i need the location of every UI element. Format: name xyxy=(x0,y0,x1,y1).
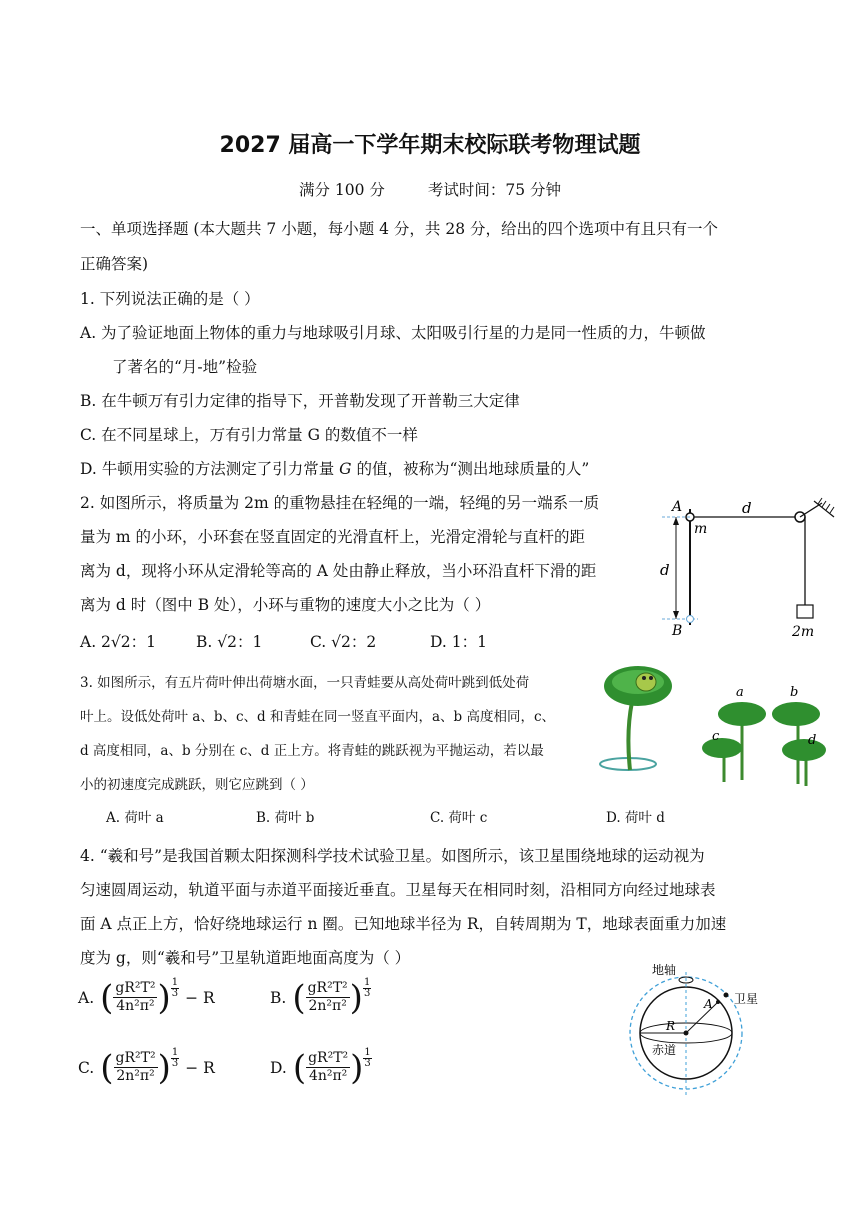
satellite-label: 卫星 xyxy=(734,992,759,1006)
label-d-side: d xyxy=(660,561,670,579)
q2-option-c: C. √2：2 xyxy=(310,633,377,651)
q1-option-a-cont: 了著名的“月-地”检验 xyxy=(112,358,258,376)
q1-option-a: A. 为了验证地面上物体的重力与地球吸引月球、太阳吸引行星的力是同一性质的力，牛顿做 xyxy=(80,324,706,342)
earth-orbit-diagram xyxy=(626,958,776,1108)
q4-stem-3: 面 A 点正上方，恰好绕地球运行 n 圈。已知地球半径为 R，自转周期为 T，地球表面重力加速 xyxy=(80,915,727,933)
q3-stem-4: 小的初速度完成跳跃，则它应跳到（ ） xyxy=(80,777,314,793)
label-d-top: d xyxy=(742,499,752,517)
label-b: B xyxy=(672,623,683,639)
q4-option-a: A. ( $\frac{\text{gR²T²}}{\text{4n²π²}}$ ) 1 3 − R xyxy=(78,977,215,1018)
q4-option-d: D. ( $\frac{\text{gR²T²}}{\text{4n²π²}}$ ) 1 3 xyxy=(270,1047,371,1088)
leaf-a-label: a xyxy=(736,685,744,700)
q2-stem-1: 2. 如图所示，将质量为 2m 的重物悬挂在轻绳的一端，轻绳的另一端系一质 xyxy=(80,494,600,512)
full-score: 满分 100 分 xyxy=(298,181,385,199)
q3-stem-3: d 高度相同，a、b 分别在 c、d 正上方。将青蛙的跳跃视为平抛运动，若以最 xyxy=(80,743,544,759)
q3-stem-1: 3. 如图所示，有五片荷叶伸出荷塘水面，一只青蛙要从高处荷叶跳到低处荷 xyxy=(80,675,530,691)
q3-option-d: D. 荷叶 d xyxy=(606,810,665,826)
label-2m: 2m xyxy=(792,624,815,640)
radius-label: R xyxy=(666,1019,676,1033)
lotus-frog-illustration xyxy=(594,652,844,797)
equator-label: 赤道 xyxy=(652,1043,677,1057)
q2-stem-3: 离为 d，现将小环从定滑轮等高的 A 处由静止释放，当小环沿直杆下滑的距 xyxy=(80,562,597,580)
q1-stem: 1. 下列说法正确的是（ ） xyxy=(80,290,260,308)
q4-option-b: B. ( $\frac{\text{gR²T²}}{\text{2n²π²}}$ ) 1 3 xyxy=(270,977,371,1018)
q2-option-a: A. 2√2：1 xyxy=(80,633,157,651)
leaf-b-label: b xyxy=(790,685,799,700)
q2-stem-2: 量为 m 的小环，小环套在竖直固定的光滑直杆上，光滑定滑轮与直杆的距 xyxy=(80,528,586,546)
q4-stem-1: 4. “羲和号”是我国首颗太阳探测科学技术试验卫星。如图所示，该卫星围绕地球的运动视为 xyxy=(80,847,705,865)
q1-option-b: B. 在牛顿万有引力定律的指导下，开普勒发现了开普勒三大定律 xyxy=(80,392,520,410)
exam-meta xyxy=(0,178,860,200)
q3-option-b: B. 荷叶 b xyxy=(256,810,315,826)
section-heading-cont: 正确答案) xyxy=(80,255,149,273)
q2-stem-4: 离为 d 时（图中 B 处），小环与重物的速度大小之比为（ ） xyxy=(80,596,491,614)
leaf-c-label: c xyxy=(712,729,720,744)
q4-stem-2: 匀速圆周运动，轨道平面与赤道平面接近垂直。卫星每天在相同时刻，沿相同方向经过地球表 xyxy=(80,881,716,899)
q4-option-c: C. ( $\frac{\text{gR²T²}}{\text{2n²π²}}$ ) 1 3 − R xyxy=(78,1047,215,1088)
leaf-d-label: d xyxy=(808,733,817,748)
q3-option-c: C. 荷叶 c xyxy=(430,810,488,826)
q2-option-d: D. 1：1 xyxy=(430,633,487,651)
point-a-label: A xyxy=(704,997,713,1011)
label-a: A xyxy=(672,499,683,515)
q1-option-c: C. 在不同星球上，万有引力常量 G 的数值不一样 xyxy=(80,426,418,444)
pulley-diagram xyxy=(650,495,850,645)
exam-time: 考试时间：75 分钟 xyxy=(427,181,562,199)
q3-stem-2: 叶上。设低处荷叶 a、b、c、d 和青蛙在同一竖直平面内，a、b 高度相同，c、 xyxy=(80,709,556,725)
axis-label: 地轴 xyxy=(652,963,677,977)
q1-option-d: D. 牛顿用实验的方法测定了引力常量 G 的值，被称为“测出地球质量的人” xyxy=(80,460,590,478)
q3-option-a: A. 荷叶 a xyxy=(106,810,164,826)
page-title: 2027 届高一下学年期末校际联考物理试题 xyxy=(219,133,641,158)
section-heading: 一、单项选择题 (本大题共 7 小题，每小题 4 分，共 28 分，给出的四个选项中有且只有一个 xyxy=(80,220,718,238)
q4-stem-4: 度为 g，则“羲和号”卫星轨道距地面高度为（ ） xyxy=(80,949,411,967)
label-m: m xyxy=(694,521,708,537)
q2-option-b: B. √2：1 xyxy=(196,633,263,651)
